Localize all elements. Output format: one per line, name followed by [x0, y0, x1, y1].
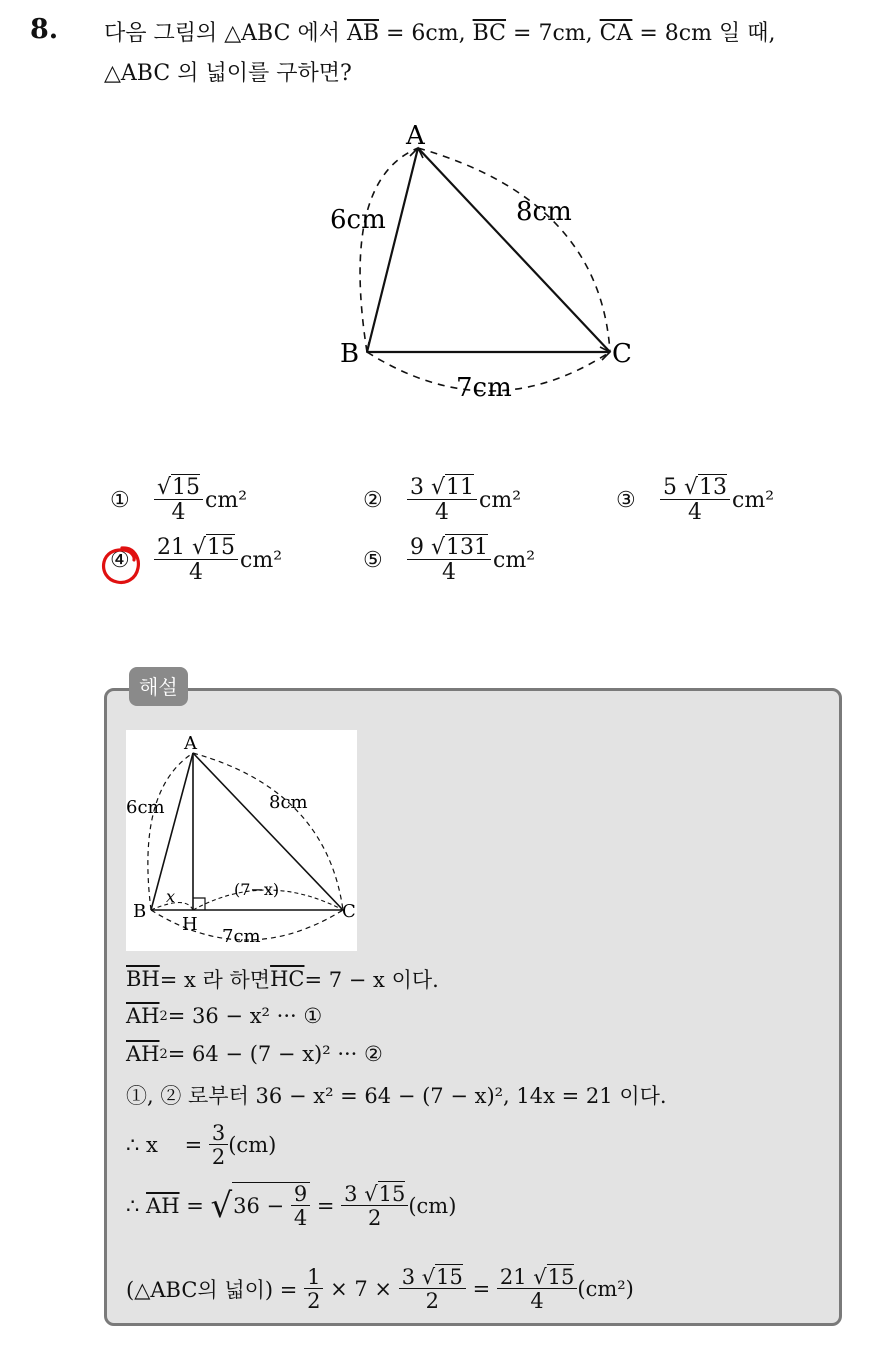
question-text-line2: △ABC 의 넓이를 구하면? — [104, 61, 352, 86]
label-ca-length: 8cm — [269, 792, 308, 813]
fraction: $\frac{3 √15}{2}$ — [399, 1266, 466, 1312]
text: ∴ — [126, 1193, 147, 1218]
label-ab-length: 6cm — [126, 797, 165, 818]
coef: 3 — [401, 1265, 416, 1289]
choice-fraction: $\frac{21 √15}{4}$ — [154, 536, 238, 584]
side-ca — [418, 148, 610, 352]
denominator: 2 — [368, 1205, 382, 1230]
question-number: 8. — [30, 14, 59, 45]
denominator: 4 — [688, 500, 702, 526]
solution-line-7 — [126, 1266, 634, 1312]
coef: 21 — [499, 1265, 527, 1289]
denominator: 4 — [435, 500, 449, 526]
choice-mark: ② — [363, 487, 383, 513]
text: = — [179, 1193, 211, 1218]
question-text-line1 — [104, 16, 775, 47]
solution-figure — [126, 730, 357, 951]
segment-bc: $\overline{BC}$ — [472, 21, 507, 46]
unit: (cm) — [228, 1133, 277, 1158]
choice-1[interactable] — [110, 476, 247, 524]
radicand — [232, 1182, 310, 1229]
segment-ah: $\overline{AH}$ — [146, 1193, 180, 1218]
text: = — [465, 1277, 497, 1302]
choice-mark: ③ — [616, 487, 636, 513]
radicand: 15 — [547, 1265, 575, 1289]
label-ca-length: 8cm — [516, 197, 572, 227]
segment-ah: $\overline{AH}$ — [126, 1004, 160, 1028]
choice-fraction: $\frac{√15}{4}$ — [154, 476, 203, 524]
segment-ca: $\overline{CA}$ — [599, 21, 633, 46]
label-bc-length: 7cm — [456, 373, 512, 403]
choice-5[interactable] — [363, 536, 535, 584]
choice-unit: cm² — [205, 487, 248, 513]
numerator: 3 — [209, 1122, 228, 1145]
label-b: B — [133, 901, 147, 922]
solution-line-1 — [126, 964, 439, 994]
label-b: B — [340, 339, 360, 369]
text: = 7 − x 이다. — [304, 968, 439, 992]
denominator: 4 — [293, 1206, 308, 1231]
text: (△ABC의 넓이) = — [126, 1278, 305, 1303]
choice-unit: cm² — [479, 487, 522, 513]
text: 36 − — [233, 1194, 291, 1219]
choice-fraction: $\frac{3 √11}{4}$ — [407, 476, 477, 524]
coef: 5 — [663, 475, 677, 500]
label-a: A — [406, 121, 425, 151]
fraction — [209, 1122, 228, 1168]
solution-line-5 — [126, 1122, 276, 1168]
solution-line-2: $\overline{AH}$ 2 = 36 − x² ··· ① — [126, 1004, 323, 1028]
segment-bh: $\overline{BH}$ — [126, 967, 160, 991]
radicand: 15 — [378, 1181, 406, 1206]
fraction — [304, 1266, 323, 1312]
text: = — [310, 1193, 342, 1218]
denominator: 4 — [171, 500, 186, 526]
radicand: 15 — [172, 475, 201, 500]
label-hc: (7−x) — [234, 880, 280, 899]
question-text-part: = 6cm, — [379, 21, 473, 46]
triangle-figure — [310, 110, 650, 410]
choice-mark: ⑤ — [363, 547, 383, 573]
coef: 3 — [344, 1181, 358, 1206]
choice-2[interactable] — [363, 476, 521, 524]
segment-hc: $\overline{HC}$ — [270, 967, 305, 991]
fraction: $\frac{3 √15}{2}$ — [341, 1183, 408, 1229]
side-ab — [367, 148, 418, 352]
numerator: 1 — [304, 1266, 323, 1289]
choice-mark: ① — [110, 487, 130, 513]
text: × 7 × — [323, 1277, 399, 1302]
unit: (cm²) — [577, 1277, 634, 1302]
answer-circle-mark — [100, 544, 142, 586]
question-text-part: 다음 그림의 △ABC 에서 — [104, 21, 347, 46]
sqrt-sign: √ — [210, 1185, 233, 1226]
coef: 3 — [410, 475, 424, 500]
question-text-part: = 7cm, — [506, 21, 600, 46]
right-angle-mark — [193, 898, 205, 910]
segment-ah: $\overline{AH}$ — [126, 1042, 160, 1066]
label-bc-length: 7cm — [222, 926, 261, 947]
radicand: 15 — [207, 535, 236, 560]
numerator: 9 — [291, 1183, 310, 1206]
denominator: 4 — [530, 1289, 544, 1314]
denominator: 2 — [307, 1289, 321, 1314]
fraction: $\frac{21 √15}{4}$ — [497, 1266, 578, 1312]
text: = x 라 하면 — [159, 968, 271, 992]
solution-line-4: ①, ② 로부터 36 − x² = 64 − (7 − x)², 14x = 21 이다. — [126, 1084, 667, 1108]
choice-fraction: $\frac{9 √131}{4}$ — [407, 536, 491, 584]
label-h: H — [182, 914, 198, 935]
choice-unit: cm² — [493, 547, 536, 573]
unit: (cm) — [408, 1193, 457, 1218]
text: = 64 − (7 − x)² ··· ② — [167, 1042, 383, 1066]
label-a: A — [184, 733, 197, 754]
denominator: 4 — [189, 560, 203, 586]
segment-ab: $\overline{AB}$ — [346, 21, 380, 46]
denominator: 2 — [425, 1289, 439, 1314]
choice-fraction: $\frac{5 √13}{4}$ — [660, 476, 730, 524]
choice-mark: ④ — [110, 547, 130, 573]
coef: 9 — [410, 535, 424, 560]
solution-line-6 — [126, 1182, 456, 1229]
radicand: 13 — [699, 475, 728, 500]
label-ab-length: 6cm — [330, 205, 386, 235]
denominator: 2 — [211, 1145, 226, 1170]
label-c: C — [342, 901, 356, 922]
radicand: 131 — [446, 535, 489, 560]
question-text-part: = 8cm 일 때, — [632, 21, 776, 46]
choice-unit: cm² — [732, 487, 775, 513]
solution-line-3: $\overline{AH}$ 2 = 64 − (7 − x)² ··· ② — [126, 1042, 383, 1066]
choice-unit: cm² — [240, 547, 283, 573]
text: ∴ x = — [126, 1133, 209, 1158]
coef: 21 — [157, 535, 185, 560]
radicand: 11 — [446, 475, 475, 500]
solution-tag: 해설 — [129, 667, 188, 706]
text: = 36 − x² ··· ① — [167, 1004, 323, 1028]
fraction — [291, 1183, 310, 1229]
radicand: 15 — [436, 1265, 463, 1289]
label-bh: x — [166, 887, 176, 906]
denominator: 4 — [442, 560, 456, 586]
label-c: C — [612, 339, 632, 369]
choice-3[interactable] — [616, 476, 774, 524]
